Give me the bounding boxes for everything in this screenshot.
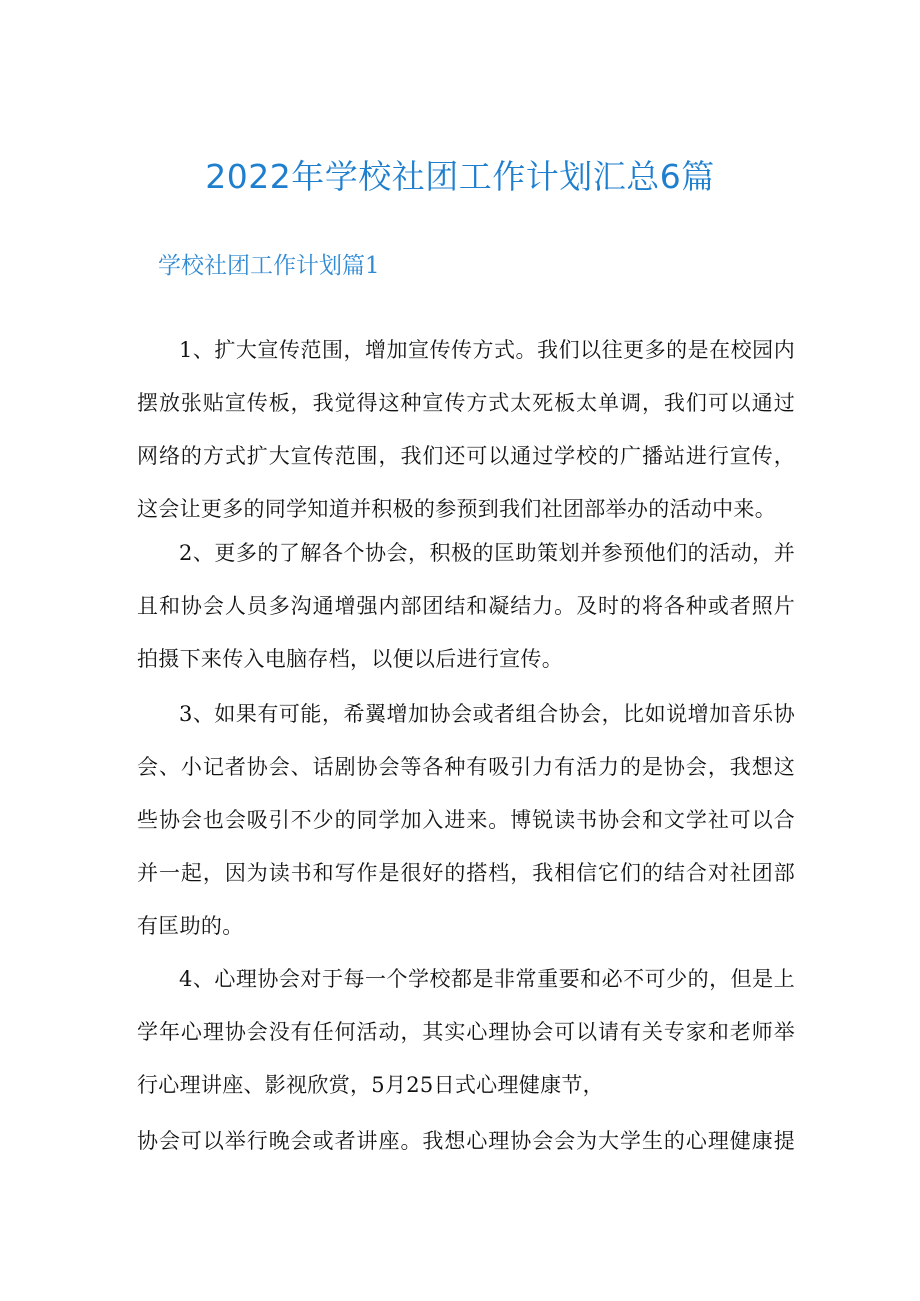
paragraph-line: 网络的方式扩大宣传范围，我们还可以通过学校的广播站进行宣传， (137, 444, 795, 468)
paragraph-1 (137, 324, 795, 536)
paragraph-line: 4、心理协会对于每一个学校都是非常重要和必不可少的，但是上 (179, 967, 795, 991)
paragraph-line: 这会让更多的同学知道并积极的参预到我们社团部举办的活动中来。 (137, 497, 776, 521)
paragraph-5 (137, 1115, 795, 1168)
paragraph-line: 学年心理协会没有任何活动，其实心理协会可以请有关专家和老师举 (137, 1020, 795, 1044)
paragraph-line: 会、小记者协会、话剧协会等各种有吸引力有活力的是协会，我想这 (137, 755, 795, 779)
paragraph-line: 些协会也会吸引不少的同学加入进来。博锐读书协会和文学社可以合 (137, 808, 795, 832)
paragraph-4 (137, 953, 795, 1112)
paragraph-line: 2、更多的了解各个协会，积极的匡助策划并参预他们的活动，并 (179, 541, 795, 565)
paragraph-line: 且和协会人员多沟通增强内部团结和凝结力。及时的将各种或者照片 (137, 594, 795, 618)
paragraph-line: 3、如果有可能，希翼增加协会或者组合协会，比如说增加音乐协 (179, 702, 795, 726)
paragraph-line: 协会可以举行晚会或者讲座。我想心理协会会为大学生的心理健康提 (137, 1129, 795, 1153)
document-title: 2022年学校社团工作计划汇总6篇 (205, 157, 715, 196)
paragraph-2 (137, 527, 795, 686)
paragraph-line: 并一起，因为读书和写作是很好的搭档，我相信它们的结合对社团部 (137, 861, 795, 885)
paragraph-line: 行心理讲座、影视欣赏，5月25日式心理健康节， (137, 1073, 604, 1097)
paragraph-line: 1、扩大宣传范围，增加宣传传方式。我们以往更多的是在校园内 (179, 338, 795, 362)
paragraph-line: 拍摄下来传入电脑存档，以便以后进行宣传。 (137, 647, 563, 671)
paragraph-line: 摆放张贴宣传板，我觉得这种宣传方式太死板太单调，我们可以通过 (137, 391, 795, 415)
paragraph-line: 有匡助的。 (137, 914, 244, 938)
paragraph-3 (137, 688, 795, 953)
section-heading: 学校社团工作计划篇1 (158, 253, 380, 279)
